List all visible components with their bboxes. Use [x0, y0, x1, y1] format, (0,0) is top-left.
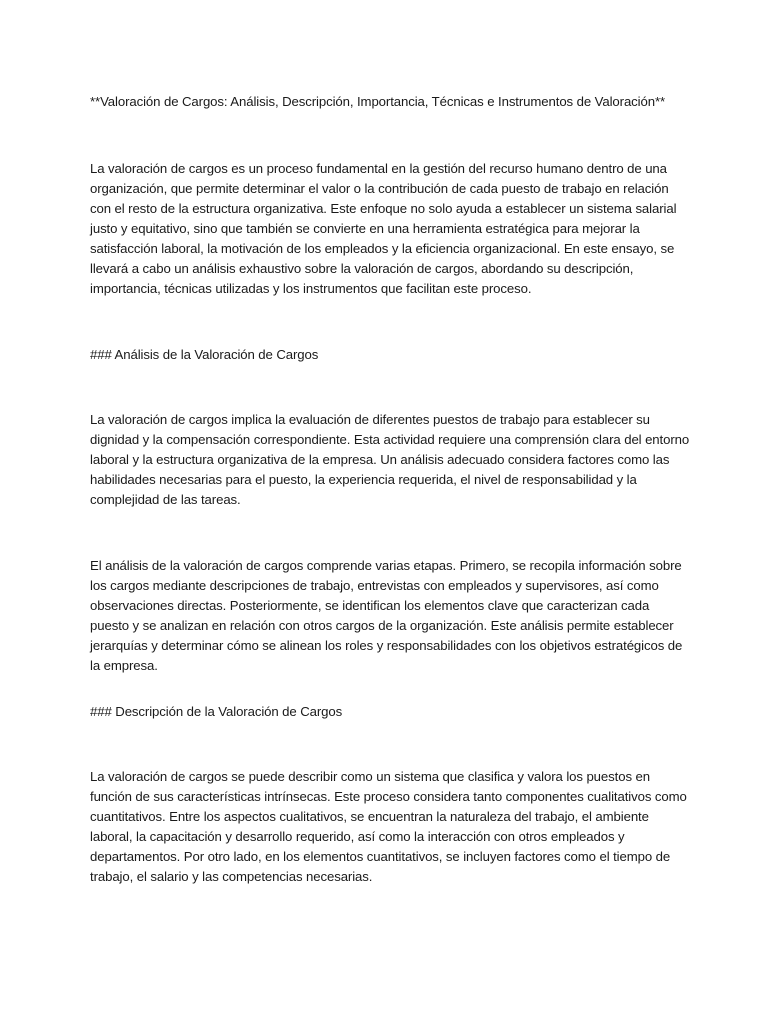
- intro-paragraph: La valoración de cargos es un proceso fundamental en la gestión del recurso humano dentro de una organización, que permite determinar el valor o la contribución de cada puesto de trabajo en relación con el resto de la estructura organizativa. Este enfoque no solo ayuda a establecer un sistema salarial justo y equitativo, sino que también se convierte en una herramienta estratégica para mejorar la satisfacción laboral, la motivación de los empleados y la eficiencia organizacional. En este ensayo, se llevará a cabo un análisis exhaustivo sobre la valoración de cargos, abordando su descripción, importancia, técnicas utilizadas y los instrumentos que facilitan este proceso.: [90, 161, 677, 296]
- document-title: **Valoración de Cargos: Análisis, Descripción, Importancia, Técnicas e Instrumentos de Valoración**: [90, 94, 666, 109]
- analisis-paragraph-1: La valoración de cargos implica la evaluación de diferentes puestos de trabajo para establecer su dignidad y la compensación correspondiente. Esta actividad requiere una comprensión clara del entorno laboral y la estructura organizativa de la empresa. Un análisis adecuado considera factores como las habilidades necesarias para el puesto, la experiencia requerida, el nivel de responsabilidad y la complejidad de las tareas.: [90, 412, 690, 507]
- section-heading-descripcion: ### Descripción de la Valoración de Cargos: [90, 704, 343, 719]
- descripcion-paragraph-1: La valoración de cargos se puede describir como un sistema que clasifica y valora los puestos en función de sus características intrínsecas. Este proceso considera tanto componentes cualitativos como cuantitativos. Entre los aspectos cualitativos, se encuentran la naturaleza del trabajo, el ambiente laboral, la capacitación y desarrollo requerido, así como la interacción con otros empleados y departamentos. Por otro lado, en los elementos cuantitativos, se incluyen factores como el tiempo de trabajo, el salario y las competencias necesarias.: [90, 769, 687, 884]
- section-heading-analisis: ### Análisis de la Valoración de Cargos: [90, 347, 319, 362]
- analisis-paragraph-2: El análisis de la valoración de cargos comprende varias etapas. Primero, se recopila información sobre los cargos mediante descripciones de trabajo, entrevistas con empleados y supervisores, así como observaciones directas. Posteriormente, se identifican los elementos clave que caracterizan cada puesto y se analizan en relación con otros cargos de la organización. Este análisis permite establecer jerarquías y determinar cómo se alinean los roles y responsabilidades con los objetivos estratégicos de la empresa.: [90, 558, 683, 673]
